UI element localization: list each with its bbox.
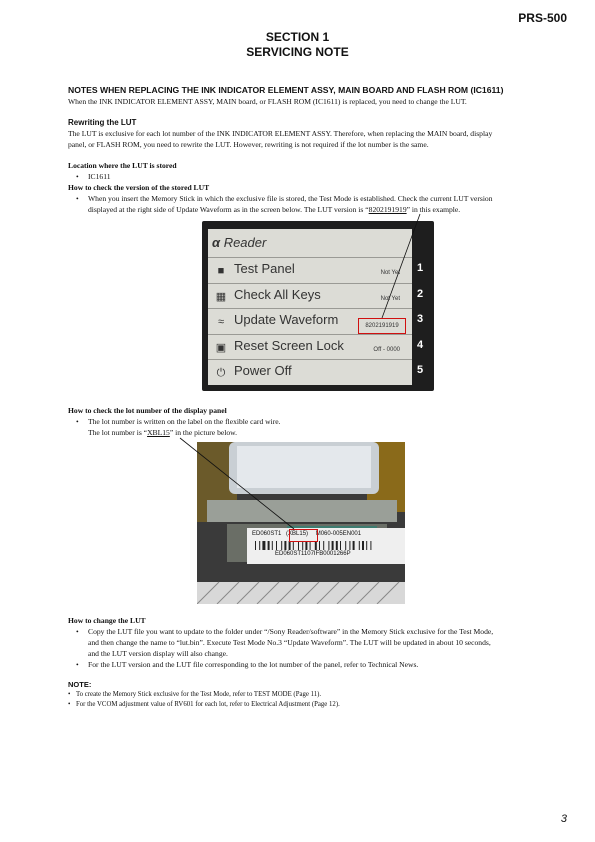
lot-callout-line — [180, 438, 294, 529]
menu-number-tab[interactable]: 4 — [416, 338, 424, 351]
menu-item-value: Off - 0000 — [373, 346, 400, 353]
menu-item-label: Power Off — [234, 363, 292, 378]
note-list — [68, 690, 340, 710]
reader-logo: α Reader — [212, 235, 267, 250]
menu-item-label: Check All Keys — [234, 286, 321, 302]
panel-label-part: M060-005EN001 — [315, 531, 362, 537]
lot-check-line-1: The lot number is written on the label on the flexible card wire. — [88, 417, 281, 426]
menu-item-label: Reset Screen Lock — [234, 337, 344, 353]
reader-logo-text: Reader — [223, 235, 267, 250]
menu-number-tab[interactable]: 5 — [416, 364, 424, 376]
note-item — [68, 700, 340, 710]
bullet-icon: • — [68, 691, 71, 698]
location-item-text: IC1611 — [88, 172, 111, 181]
rewriting-line-1: The LUT is exclusive for each lot number of the INK INDICATOR ELEMENT ASSY. Therefore, when replacing the MAIN board, display — [68, 129, 493, 138]
bullet-icon: • — [76, 660, 79, 669]
menu-item-value: Not Yet — [380, 295, 400, 302]
bullet-icon: • — [76, 417, 79, 426]
panel-label-model: ED060ST1 — [252, 531, 282, 537]
menu-number-tab[interactable]: 1 — [416, 262, 424, 274]
grid-icon: ▦ — [215, 290, 227, 303]
bullet-icon: • — [76, 194, 79, 203]
note-item-1-text: To create the Memory Stick exclusive for the Test Mode, refer to TEST MODE (Page 11). — [76, 691, 322, 698]
panel-label-lot: (XBL15) — [286, 531, 309, 537]
test-panel-icon: ■ — [217, 265, 225, 277]
rewriting-line-2: panel, or FLASH ROM, you need to rewrite the LUT. However, rewriting is not required if the lot number is the same. — [68, 140, 429, 149]
menu-number-tab[interactable]: 3 — [416, 313, 424, 325]
page-number: 3 — [560, 813, 567, 825]
lot-check-line-2-post: ” in the picture below. — [169, 428, 238, 437]
location-heading: Location where the LUT is stored — [68, 161, 177, 170]
model-number: PRS-500 — [518, 11, 567, 25]
lot-check-heading: How to check the lot number of the display panel — [68, 406, 227, 415]
lut-version-code: 8202191919 — [368, 205, 407, 214]
lut-callout-line — [382, 214, 420, 318]
change-lut-line-3: and the LUT version display will also change. — [88, 649, 228, 658]
change-lut-heading: How to change the LUT — [68, 616, 146, 625]
note-heading: NOTE: — [68, 680, 92, 689]
section-title: SECTION 1 — [265, 30, 330, 44]
notes-intro: When the INK INDICATOR ELEMENT ASSY, MAIN board, or FLASH ROM (IC1611) is replaced, you need to change the LUT. — [68, 97, 467, 106]
check-version-line-2-post: ” in this example. — [406, 205, 461, 214]
check-version-heading: How to check the version of the stored LUT — [68, 183, 210, 192]
menu-number-tab[interactable]: 2 — [416, 287, 424, 300]
bullet-icon: • — [76, 627, 79, 636]
lot-check-line-2-pre: The lot number is “ — [88, 428, 148, 437]
change-lut-line-2: and then change the name to “lut.bin”. Execute Test Mode No.3 “Update Waveform”. The LUT will be updated in about 10 seconds, — [88, 638, 491, 647]
menu-item-label: Test Panel — [234, 261, 295, 276]
change-lut-item-2-text: For the LUT version and the LUT file corresponding to the lot number of the panel, refer to Technical News. — [88, 660, 419, 669]
lut-version-highlight-text: 8202191919 — [365, 323, 399, 329]
menu-item-label: Update Waveform — [234, 312, 339, 327]
notes-heading: NOTES WHEN REPLACING THE INK INDICATOR ELEMENT ASSY, MAIN BOARD AND FLASH ROM (IC1611) — [68, 85, 504, 95]
bullet-icon: • — [76, 172, 79, 181]
panel-label-line-2: ED060ST1107IFB0001266P — [275, 551, 351, 557]
power-icon: ⏻ — [216, 367, 226, 379]
section-subtitle: SERVICING NOTE — [246, 45, 349, 59]
bullet-icon: • — [68, 701, 71, 708]
lot-number-code: XBL15 — [147, 428, 170, 437]
waveform-icon: ≈ — [217, 316, 225, 328]
check-version-line-2-pre: displayed at the right side of Update Waveform as in the screen below. The LUT version is “ — [88, 205, 369, 214]
change-lut-item-2 — [76, 659, 418, 670]
check-version-line-1: When you insert the Memory Stick in which the exclusive file is stored, the Test Mode is established. Check the current LUT version — [88, 194, 493, 203]
change-lut-item-1 — [76, 626, 570, 659]
lock-icon: ▣ — [215, 341, 227, 354]
menu-item-value: Not Yet — [380, 270, 400, 276]
rewriting-heading: Rewriting the LUT — [68, 118, 137, 127]
change-lut-line-1: Copy the LUT file you want to update to the folder under “/Sony Reader/software” in the Memory Stick exclusive for the Test Mode, — [88, 627, 494, 636]
note-item-2-text: For the VCOM adjustment value of RV601 for each lot, refer to Electrical Adjustment (Page 12). — [76, 701, 340, 708]
note-item — [68, 690, 340, 700]
